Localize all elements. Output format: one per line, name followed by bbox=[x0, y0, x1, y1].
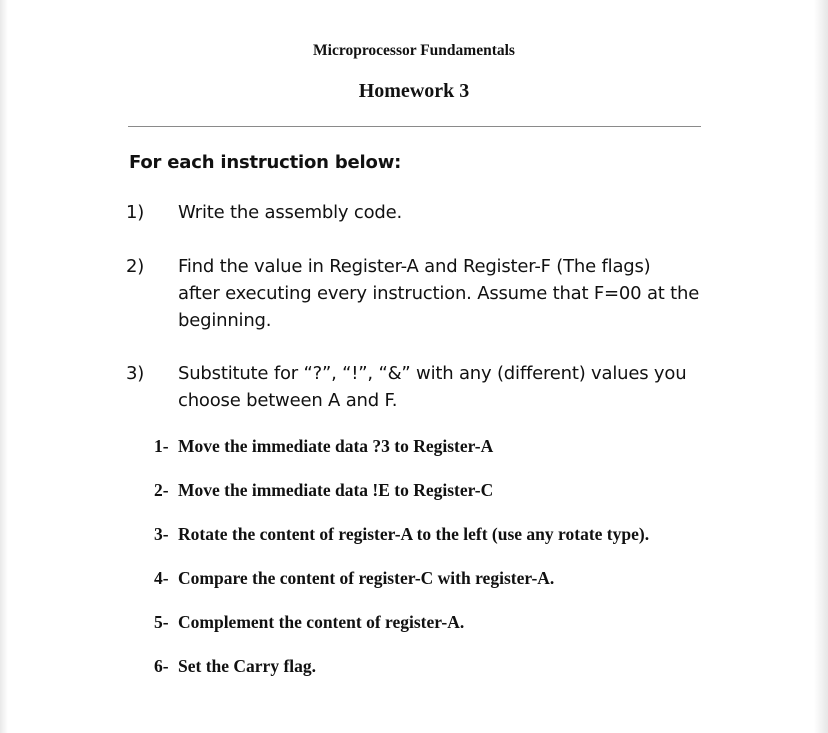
instruction-number: 5- bbox=[154, 612, 169, 632]
task-step-text: Find the value in Register-A and Register-F (The flags) bbox=[178, 256, 651, 277]
instruction-item-1 bbox=[154, 436, 493, 457]
instruction-item-3 bbox=[154, 524, 649, 545]
instruction-item-4 bbox=[154, 568, 554, 589]
instruction-text: Rotate the content of register-A to the left (use any rotate type). bbox=[178, 524, 650, 544]
instruction-item-5 bbox=[154, 612, 464, 633]
task-step-text: choose between A and F. bbox=[178, 390, 398, 411]
instruction-text: Move the immediate data !E to Register-C bbox=[178, 480, 494, 500]
instruction-item-6 bbox=[154, 656, 316, 677]
instruction-text: Move the immediate data ?3 to Register-A bbox=[178, 436, 494, 456]
instruction-number: 2- bbox=[154, 480, 169, 500]
page-shadow-left bbox=[0, 0, 8, 733]
task-step-number: 1) bbox=[126, 202, 145, 223]
instruction-number: 1- bbox=[154, 436, 169, 456]
instruction-number: 4- bbox=[154, 568, 169, 588]
instruction-text: Compare the content of register-C with register-A. bbox=[178, 568, 555, 588]
task-step-1 bbox=[126, 199, 712, 226]
task-step-line bbox=[126, 360, 712, 387]
instruction-item-2 bbox=[154, 480, 493, 501]
horizontal-divider bbox=[128, 126, 701, 127]
task-step-text: Substitute for “?”, “!”, “&” with any (different) values you bbox=[178, 363, 687, 384]
instruction-number: 6- bbox=[154, 656, 169, 676]
task-step-text: after executing every instruction. Assume that F=00 at the bbox=[178, 283, 700, 304]
task-step-line bbox=[126, 199, 712, 226]
task-step-line bbox=[126, 253, 712, 280]
task-step-number: 3) bbox=[126, 363, 145, 384]
homework-title: Homework 3 bbox=[358, 80, 470, 102]
task-step-text: Write the assembly code. bbox=[178, 202, 403, 223]
task-step-number: 2) bbox=[126, 256, 145, 277]
page-shadow-right bbox=[814, 0, 828, 733]
instruction-number: 3- bbox=[154, 524, 169, 544]
instructions-heading: For each instruction below: bbox=[129, 152, 402, 173]
task-step-2 bbox=[126, 253, 712, 334]
task-step-3 bbox=[126, 360, 712, 414]
course-title: Microprocessor Fundamentals bbox=[313, 42, 515, 59]
task-step-text: beginning. bbox=[178, 310, 272, 331]
instruction-text: Complement the content of register-A. bbox=[178, 612, 465, 632]
instruction-text: Set the Carry flag. bbox=[178, 656, 317, 676]
